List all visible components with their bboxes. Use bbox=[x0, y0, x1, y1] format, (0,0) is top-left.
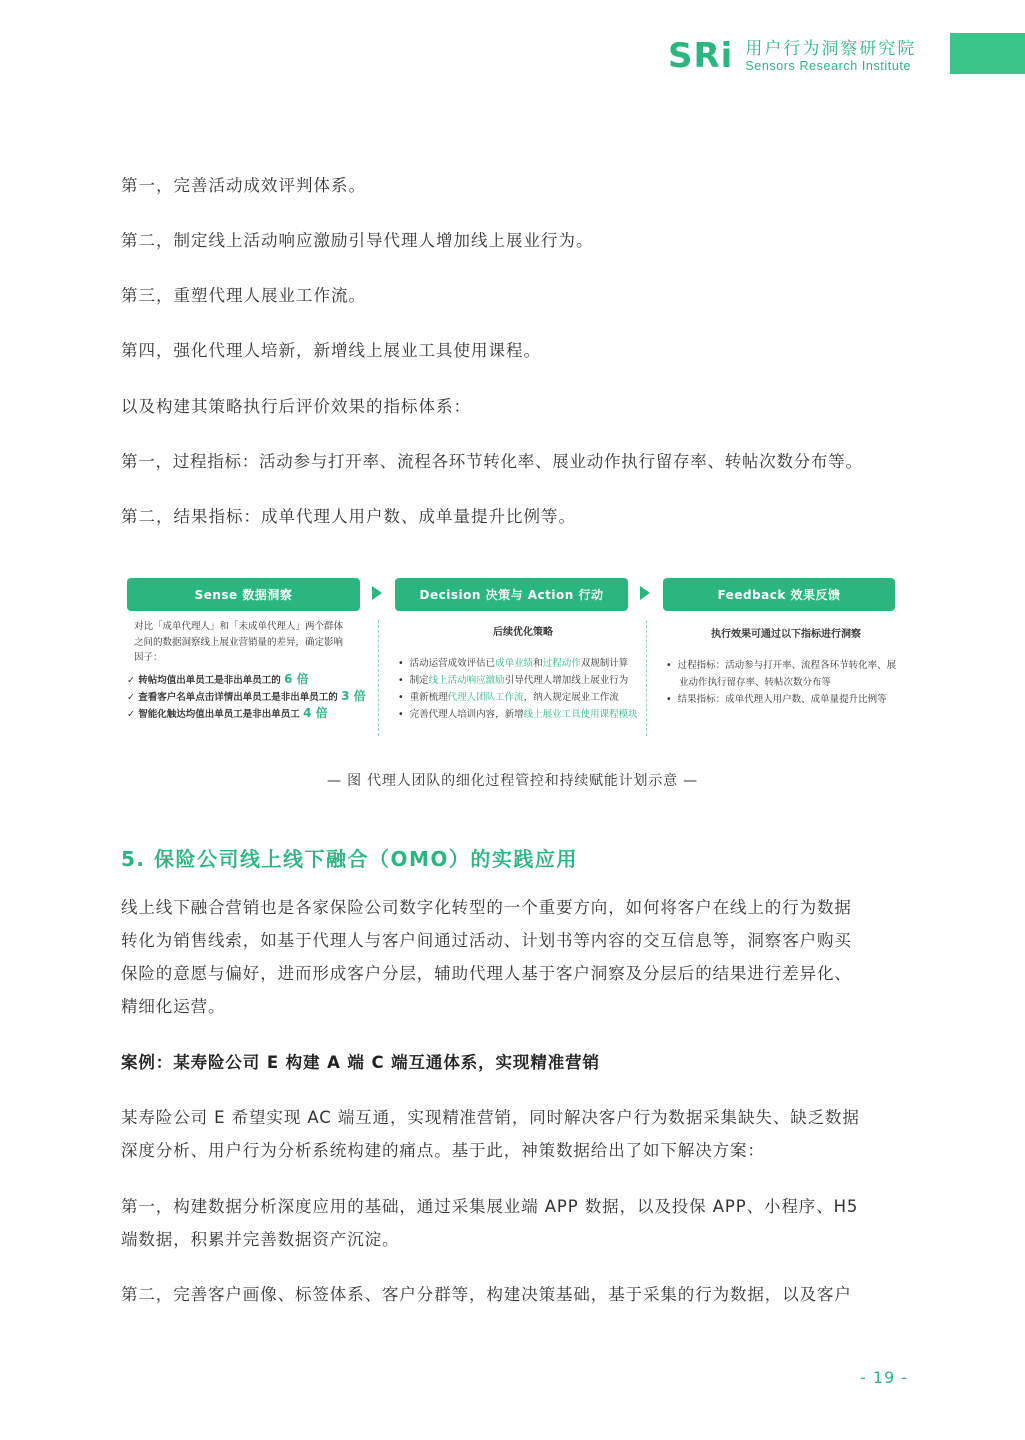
intro-line: 第一，完善活动成效评判体系。 bbox=[121, 176, 366, 195]
feedback-bullet: • 结果指标：成单代理人用户数、成单量提升比例等 bbox=[666, 694, 887, 705]
feedback-bullet-cont: 业动作执行留存率、转帖次数分布等 bbox=[679, 677, 832, 688]
logo-mark: SRi bbox=[668, 36, 734, 76]
figure-caption: — 图 代理人团队的细化过程管控和持续赋能计划示意 — bbox=[327, 773, 698, 789]
check-icon: ✓ bbox=[127, 692, 135, 703]
check-icon: ✓ bbox=[127, 709, 135, 720]
intro-line: 以及构建其策略执行后评价效果的指标体系： bbox=[121, 397, 471, 416]
check-item: ✓ 智能化触达均值出单员工是非出单员工 4 倍 bbox=[127, 706, 328, 720]
decision-bullet: • 重新梳理代理人团队工作流，纳入规定展业工作流 bbox=[398, 692, 619, 703]
solution-paragraph: 第二，完善客户画像、标签体系、客户分群等，构建决策基础，基于采集的行为数据，以及客户 bbox=[121, 1285, 852, 1304]
case-title: 案例：某寿险公司 E 构建 A 端 C 端互通体系，实现精准营销 bbox=[121, 1053, 600, 1072]
dashed-divider bbox=[378, 620, 379, 736]
sense-pill: Sense 数据洞察 bbox=[127, 578, 360, 611]
decision-pill: Decision 决策与 Action 行动 bbox=[395, 578, 628, 611]
sense-desc-line: 之间的数据洞察线上展业营销量的差异，确定影响 bbox=[134, 637, 344, 648]
intro-line: 第一，过程指标：活动参与打开率、流程各环节转化率、展业动作执行留存率、转帖次数分布等。 bbox=[121, 452, 863, 471]
arrow-right-icon bbox=[372, 586, 382, 600]
decision-bullet: • 活动运营成效评估已成单业绩和过程动作双规制计算 bbox=[398, 658, 629, 669]
page-number: - 19 - bbox=[860, 1368, 909, 1387]
check-icon: ✓ bbox=[127, 675, 135, 686]
sense-desc-line: 因子： bbox=[134, 652, 163, 663]
feedback-bullet: • 过程指标：活动参与打开率、流程各环节转化率、展 bbox=[666, 660, 897, 671]
dashed-divider bbox=[646, 620, 647, 736]
sri-logo bbox=[668, 38, 916, 74]
decision-bullet: • 制定线上活动响应激励引导代理人增加线上展业行为 bbox=[398, 675, 629, 686]
feedback-pill: Feedback 效果反馈 bbox=[663, 578, 895, 611]
check-item: ✓ 转帖均值出单员工是非出单员工的 6 倍 bbox=[127, 672, 309, 686]
intro-line: 第四，强化代理人培新，新增线上展业工具使用课程。 bbox=[121, 341, 541, 360]
header-accent-bar bbox=[950, 33, 1025, 74]
intro-line: 第三，重塑代理人展业工作流。 bbox=[121, 286, 366, 305]
logo-english-name: Sensors Research Institute bbox=[745, 59, 912, 73]
case-paragraph: 某寿险公司 E 希望实现 AC 端互通，实现精准营销，同时解决客户行为数据采集缺失、缺乏数据 深度分析、用户行为分析系统构建的痛点。基于此，神策数据给出了如下解决方案： bbox=[121, 1108, 860, 1160]
intro-line: 第二，结果指标：成单代理人用户数、成单量提升比例等。 bbox=[121, 507, 576, 526]
logo-chinese-name: 用户行为洞察研究院 bbox=[745, 39, 917, 59]
logo-text bbox=[745, 39, 916, 73]
check-item: ✓ 查看客户名单点击详情出单员工是非出单员工的 3 倍 bbox=[127, 689, 366, 703]
solution-paragraph: 第一，构建数据分析深度应用的基础，通过采集展业端 APP 数据，以及投保 APP、小程序、H5 端数据，积累并完善数据资产沉淀。 bbox=[121, 1197, 859, 1249]
sense-desc-line: 对比「成单代理人」和「未成单代理人」两个群体 bbox=[134, 621, 344, 632]
arrow-right-icon bbox=[640, 586, 650, 600]
section-title: 5. 保险公司线上线下融合（OMO）的实践应用 bbox=[121, 847, 578, 871]
section-paragraph: 线上线下融合营销也是各家保险公司数字化转型的一个重要方向，如何将客户在线上的行为数据 转化为销售线索，如基于代理人与客户间通过活动、计划书等内容的交互信息等，洞察客户购买 保险的意愿与偏好，进而形成客户分层，辅助代理人基于客户洞察及分层后的结果进行差异化、 精细化运营。 bbox=[121, 898, 852, 1016]
intro-line: 第二，制定线上活动响应激励引导代理人增加线上展业行为。 bbox=[121, 231, 594, 250]
feedback-heading: 执行效果可通过以下指标进行洞察 bbox=[711, 629, 861, 640]
decision-heading: 后续优化策略 bbox=[493, 627, 553, 638]
decision-bullet: • 完善代理人培训内容，新增线上展业工具使用课程模块 bbox=[398, 709, 638, 720]
